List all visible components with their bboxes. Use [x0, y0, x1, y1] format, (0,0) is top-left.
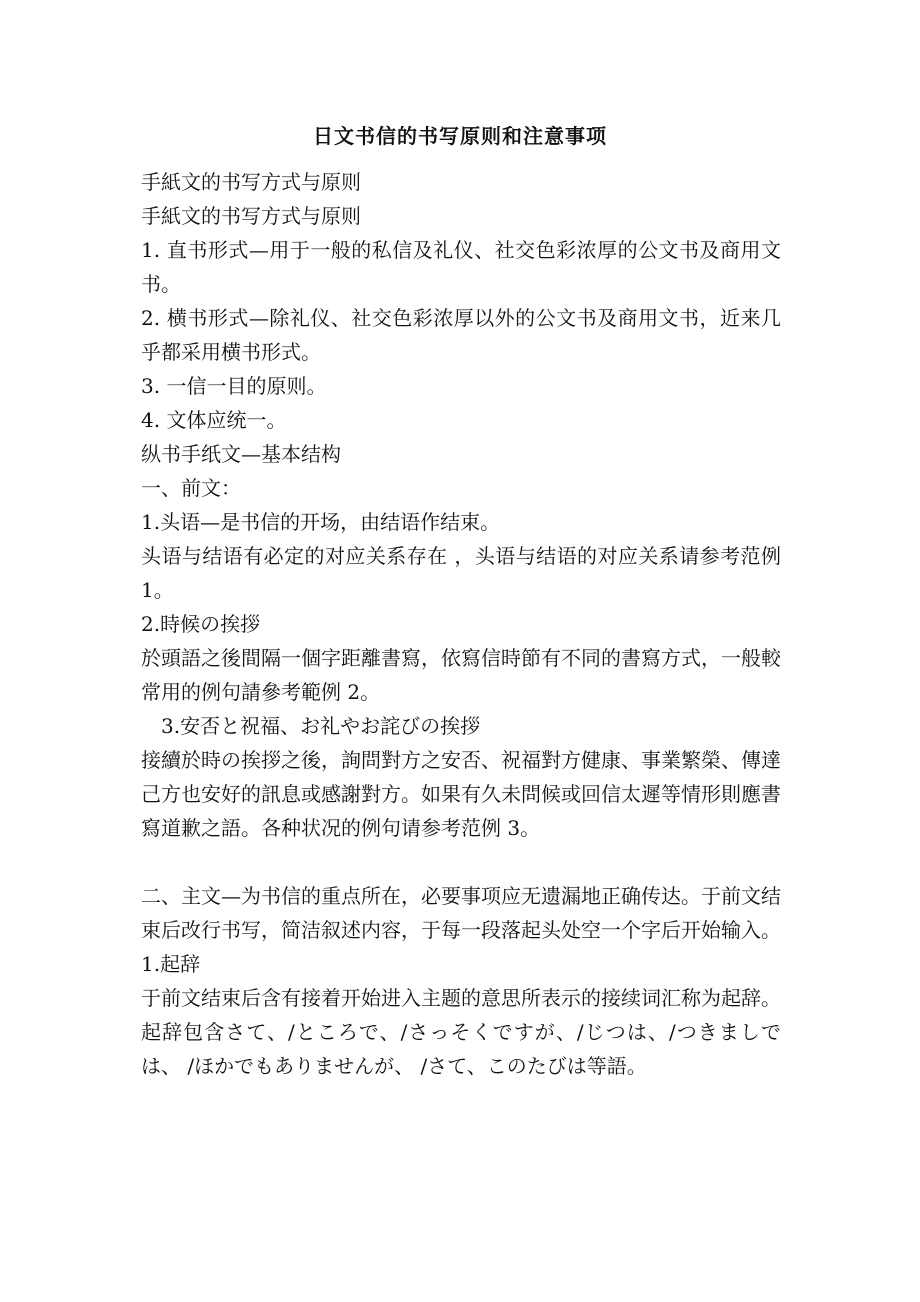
paragraph-17: 于前文结束后含有接着开始进入主题的意思所表示的接续词汇称为起辞。	[141, 986, 781, 1010]
section-heading-structure: 纵书手纸文—基本结构	[141, 442, 341, 466]
paragraph-4: 2. 横书形式—除礼仪、社交色彩浓厚以外的公文书及商用文书，近来几乎都采用横书形式。	[141, 306, 781, 364]
paragraph-5: 3. 一信一目的原则。	[141, 374, 327, 398]
paragraph-6: 4. 文体应统一。	[141, 408, 287, 432]
paragraph-2: 手紙文的书写方式与原则	[141, 204, 361, 228]
paragraph-13: 3.安否と祝福、お礼やお詫びの挨拶	[161, 714, 481, 738]
paragraph-1: 手紙文的书写方式与原则	[141, 170, 361, 194]
section-heading-main-text: 二、主文—为书信的重点所在，必要事项应无遗漏地正确传达。于前文结束后改行书写，简洁叙述内容，于每一段落起头处空一个字后开始输入。	[141, 884, 781, 942]
paragraph-18: 起辞包含さて、/ところで、/さっそくですが、/じつは、/つきましでは、 /ほかでもありませんが、 /さて、このたびは等語。	[141, 1020, 781, 1078]
document-body	[141, 165, 781, 1083]
paragraph-11: 2.時候の挨拶	[141, 612, 261, 636]
section-heading-preface: 一、前文：	[141, 476, 241, 500]
paragraph-16: 1.起辞	[141, 952, 201, 976]
paragraph-12: 於頭語之後間隔一個字距離書寫，依寫信時節有不同的書寫方式，一般較常用的例句請參考範例 2。	[141, 646, 781, 704]
paragraph-3: 1. 直书形式—用于一般的私信及礼仪、社交色彩浓厚的公文书及商用文书。	[141, 238, 781, 296]
paragraph-10: 头语与结语有必定的对应关系存在 ，头语与结语的对应关系请参考范例 1。	[141, 544, 781, 602]
paragraph-14: 接續於時の挨拶之後，詢問對方之安否、祝福對方健康、事業繁榮、傳達己方也安好的訊息或感謝對方。如果有久未問候或回信太遲等情形則應書寫道歉之語。各种状况的例句请参考范例 3。	[141, 748, 781, 840]
paragraph-9: 1.头语—是书信的开场，由结语作结束。	[141, 510, 501, 534]
document-title: 日文书信的书写原则和注意事项	[313, 124, 607, 148]
blank-line	[141, 845, 781, 879]
